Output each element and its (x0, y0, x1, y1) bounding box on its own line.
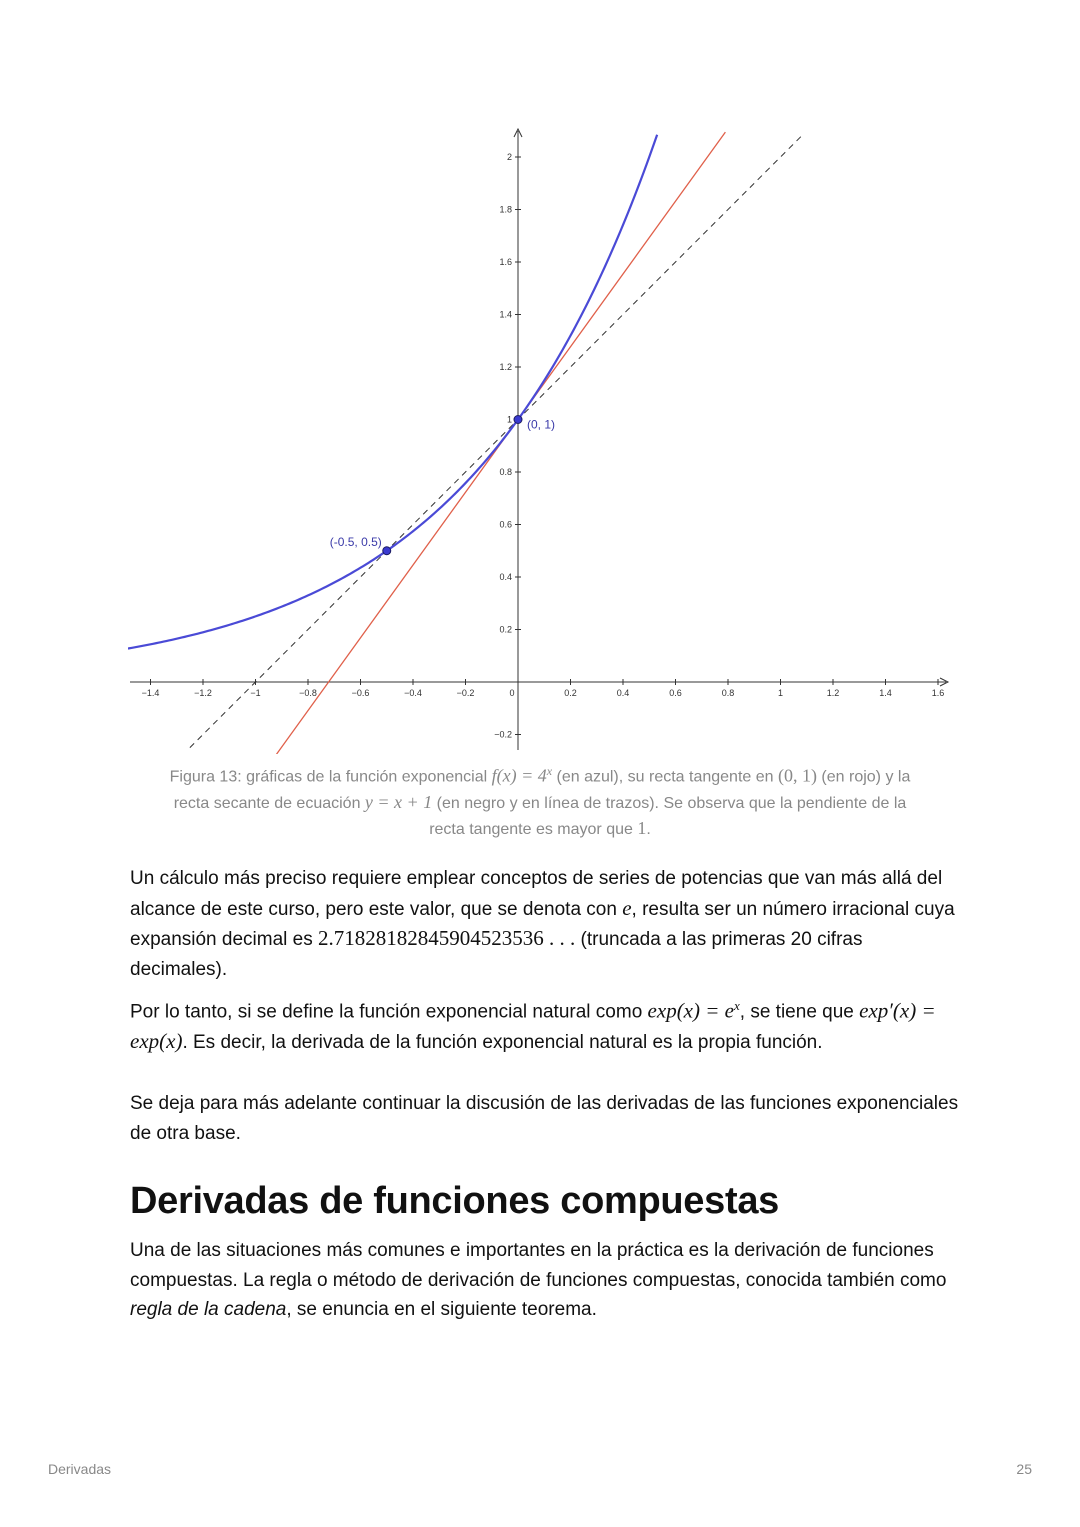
exponential-figure (128, 126, 958, 754)
figure-caption (128, 759, 952, 843)
point-neg05-05-label: (-0.5, 0.5) (329, 534, 382, 549)
secant-line (190, 133, 804, 747)
footer-page-number: 25 (1016, 1461, 1032, 1477)
x-tick-label: 0.6 (669, 688, 682, 698)
point-neg05-05 (383, 547, 391, 555)
exponential-curve (128, 135, 657, 649)
x-tick-label: −0.6 (351, 688, 370, 698)
point-0-1 (514, 416, 522, 424)
section-title: Derivadas de funciones compuestas (130, 1180, 779, 1222)
caption-line-1: Figura 13: gráficas de la función exponencial $f(x) = 4^x$ (en azul), su recta tangente en (0, 1) (en rojo) y la (169, 764, 911, 786)
y-tick-label: 1.8 (499, 204, 512, 215)
x-tick-label: 0.8 (721, 688, 735, 698)
x-tick-label: 1.2 (826, 688, 840, 698)
paragraph-other-bases: Se deja para más adelante continuar la discusión de las derivadas de las funciones exponenciales de otra base. (130, 1093, 959, 1144)
caption-line-3: recta tangente es mayor que 1. (429, 818, 651, 839)
y-tick-label: 0.4 (499, 572, 512, 582)
paragraph-chain-rule-intro: Una de las situaciones más comunes e importantes en la práctica es la derivación de funciones compuestas. La regla o método de derivación de funciones compuestas, conocida también como regla de la cadena, se enuncia en el siguiente teorema. (130, 1240, 947, 1320)
x-tick-label: 0.2 (564, 688, 577, 698)
y-tick-label: 0.2 (499, 624, 512, 635)
footer-chapter: Derivadas (48, 1461, 112, 1477)
x-tick-label: 0 (509, 688, 515, 698)
x-tick-label: 1 (777, 688, 784, 698)
chart-svg (128, 126, 958, 754)
x-tick-label: −1 (250, 688, 261, 698)
x-tick-label: 0.4 (616, 688, 630, 698)
x-tick-label: −1.2 (194, 688, 212, 698)
x-tick-label: −0.2 (456, 688, 475, 698)
caption-line-2: recta secante de ecuación y = x + 1 (en negro y en línea de trazos). Se observa que la pendiente de la (173, 791, 907, 812)
y-tick-label: 0.8 (499, 467, 512, 477)
y-tick-label: −0.2 (494, 729, 512, 740)
y-tick-label: 2 (506, 152, 512, 162)
x-tick-label: 1.4 (879, 688, 892, 698)
y-tick-label: 1.4 (499, 309, 512, 320)
x-tick-label: −1.4 (141, 688, 160, 698)
paragraph-exp-derivative: Por lo tanto, si se define la función exponencial natural como $\exp(x) = e^x$, se tiene que exp′(x) = exp(x). Es decir, la derivada de la función exponencial natural es la propia función. (130, 998, 936, 1053)
x-tick-label: −0.4 (404, 688, 422, 698)
y-tick-label: 1.2 (499, 362, 512, 372)
x-tick-label: 1.6 (931, 688, 945, 698)
x-tick-label: −0.8 (299, 688, 317, 698)
point-0-1-label: (0, 1) (527, 417, 556, 432)
y-tick-label: 1.6 (499, 257, 512, 267)
paragraph-euler: Un cálculo más preciso requiere emplear conceptos de series de potencias que van más allá del alcance de este curso, pero este valor, que se denota con e, resulta ser un número irracional cuya expansión decimal es 2.71828182845904523536 . . . (truncada a las primeras 20 cifras decimales). (130, 868, 955, 980)
y-tick-label: 0.6 (499, 519, 512, 530)
y-tick-label: 1 (506, 414, 512, 425)
